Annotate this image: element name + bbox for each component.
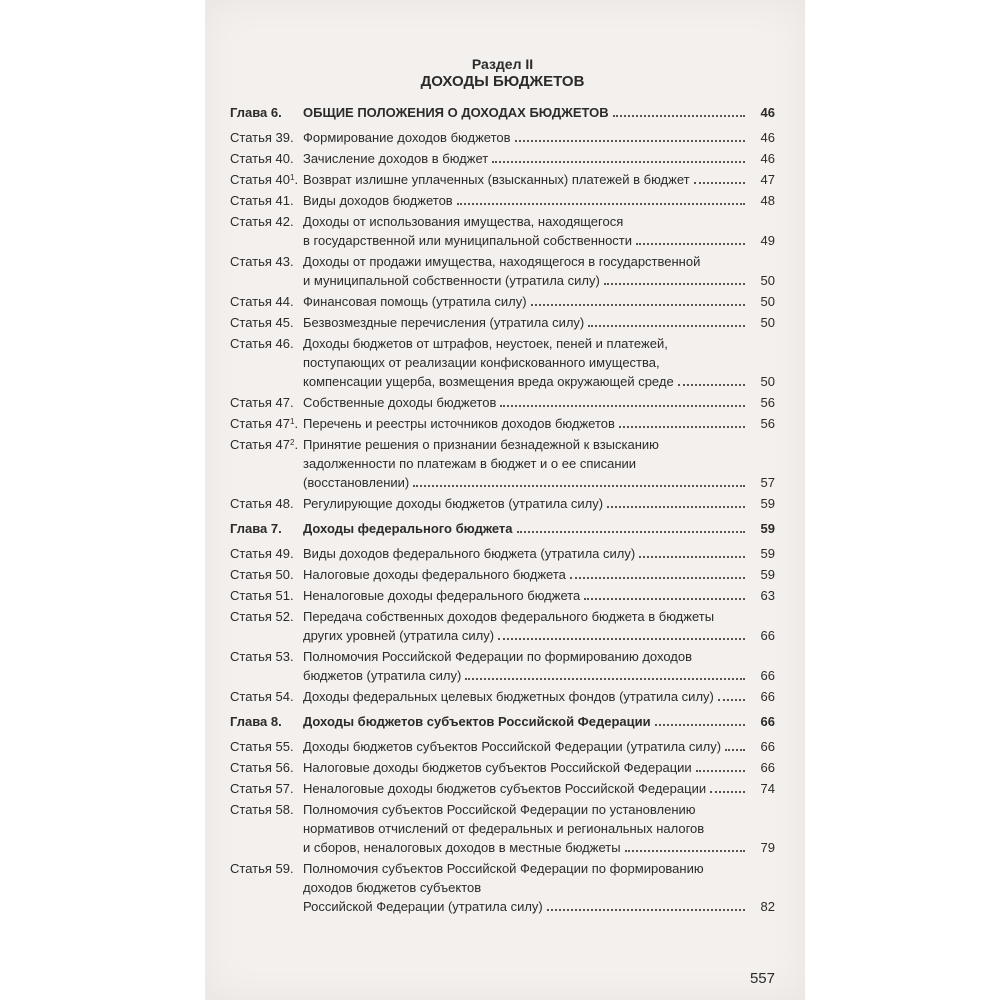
dot-leader bbox=[710, 791, 745, 793]
dot-leader bbox=[492, 161, 745, 163]
table-of-contents bbox=[230, 103, 775, 916]
entry-label-text: Статья 49. bbox=[230, 546, 294, 561]
dot-leader bbox=[625, 850, 745, 852]
entry-label bbox=[230, 779, 294, 798]
entry-label-text: Статья 39. bbox=[230, 130, 294, 145]
dot-leader bbox=[678, 384, 745, 386]
entry-label-suffix: . bbox=[294, 437, 299, 452]
entry-last-line bbox=[303, 666, 775, 685]
entry-page-number: 46 bbox=[760, 130, 775, 145]
entry-title-line: поступающих от реализации конфискованного имущества, bbox=[303, 355, 660, 370]
entry-label bbox=[230, 519, 282, 538]
entry-label bbox=[230, 103, 282, 122]
entry-label bbox=[230, 393, 294, 412]
entry-last-line bbox=[303, 191, 775, 210]
entry-label bbox=[230, 252, 294, 271]
entry-page-number: 59 bbox=[760, 496, 775, 511]
entry-label-text: Статья 51. bbox=[230, 588, 294, 603]
entry-page-number: 50 bbox=[760, 315, 775, 330]
article-entry bbox=[230, 170, 775, 189]
entry-label-text: Статья 47 bbox=[230, 437, 290, 452]
dot-leader bbox=[604, 283, 745, 285]
dot-leader bbox=[465, 678, 745, 680]
article-entry bbox=[230, 149, 775, 168]
entry-title-line: и муниципальной собственности (утратила силу) bbox=[303, 273, 600, 288]
article-entry bbox=[230, 313, 775, 332]
entry-title-line: Перечень и реестры источников доходов бюджетов bbox=[303, 416, 615, 431]
entry-label-superscript: 1 bbox=[289, 417, 295, 426]
entry-label-text: Статья 55. bbox=[230, 739, 294, 754]
entry-title-line: доходов бюджетов субъектов bbox=[303, 880, 482, 895]
dot-leader bbox=[570, 577, 745, 579]
dot-leader bbox=[517, 531, 745, 533]
entry-label bbox=[230, 712, 282, 731]
entry-title-line: в государственной или муниципальной собственности bbox=[303, 233, 633, 248]
entry-page-number: 59 bbox=[760, 521, 775, 536]
toc-content bbox=[230, 55, 775, 918]
entry-page-number: 46 bbox=[760, 151, 775, 166]
entry-last-line bbox=[303, 779, 775, 798]
entry-label bbox=[230, 435, 298, 454]
entry-label-text: Глава 7. bbox=[230, 521, 282, 536]
entry-title-line: ОБЩИЕ ПОЛОЖЕНИЯ О ДОХОДАХ БЮДЖЕТОВ bbox=[303, 105, 609, 120]
entry-label bbox=[230, 170, 298, 189]
entry-last-line bbox=[303, 271, 775, 290]
entry-title-line: других уровней (утратила силу) bbox=[303, 628, 495, 643]
entry-last-line bbox=[303, 170, 775, 189]
entry-title-line: Финансовая помощь (утратила силу) bbox=[303, 294, 527, 309]
entry-label-text: Статья 53. bbox=[230, 649, 294, 664]
entry-last-line bbox=[303, 494, 775, 513]
entry-label bbox=[230, 414, 298, 433]
article-entry bbox=[230, 607, 775, 645]
entry-last-line bbox=[303, 519, 775, 538]
chapter-entry bbox=[230, 519, 775, 538]
entry-label bbox=[230, 128, 294, 147]
entry-title-line: Доходы бюджетов от штрафов, неустоек, пеней и платежей, bbox=[303, 336, 668, 351]
entry-label bbox=[230, 191, 294, 210]
entry-page-number: 50 bbox=[760, 294, 775, 309]
article-entry bbox=[230, 586, 775, 605]
entry-last-line bbox=[303, 565, 775, 584]
entry-label-suffix: . bbox=[294, 416, 299, 431]
entry-title-line: Полномочия субъектов Российской Федерации по установлению bbox=[303, 802, 696, 817]
entry-page-number: 79 bbox=[760, 840, 775, 855]
entry-label bbox=[230, 334, 294, 353]
entry-label bbox=[230, 544, 294, 563]
dot-leader bbox=[607, 506, 745, 508]
article-entry bbox=[230, 565, 775, 584]
dot-leader bbox=[636, 243, 745, 245]
entry-last-line bbox=[303, 838, 775, 857]
dot-leader bbox=[584, 598, 745, 600]
entry-label-text: Статья 46. bbox=[230, 336, 294, 351]
article-entry bbox=[230, 292, 775, 311]
entry-last-line bbox=[303, 712, 775, 731]
entry-title-line: Неналоговые доходы бюджетов субъектов Российской Федерации bbox=[303, 781, 707, 796]
article-entry bbox=[230, 128, 775, 147]
entry-label-text: Статья 50. bbox=[230, 567, 294, 582]
entry-title-line: Принятие решения о признании безнадежной к взысканию bbox=[303, 437, 659, 452]
entry-title-line: Полномочия субъектов Российской Федерации по формированию bbox=[303, 861, 704, 876]
dot-leader bbox=[718, 699, 745, 701]
entry-title-line: Безвозмездные перечисления (утратила силу) bbox=[303, 315, 585, 330]
entry-label bbox=[230, 494, 294, 513]
chapter-entry bbox=[230, 103, 775, 122]
entry-title-line: и сборов, неналоговых доходов в местные бюджеты bbox=[303, 840, 621, 855]
entry-label-text: Статья 42. bbox=[230, 214, 294, 229]
entry-title-line: нормативов отчислений от федеральных и региональных налогов bbox=[303, 821, 705, 836]
entry-label bbox=[230, 758, 294, 777]
entry-page-number: 66 bbox=[760, 739, 775, 754]
entry-label bbox=[230, 586, 294, 605]
entry-label bbox=[230, 313, 294, 332]
entry-label-text: Статья 47 bbox=[230, 416, 290, 431]
entry-last-line bbox=[303, 103, 775, 122]
entry-title-line: Виды доходов бюджетов bbox=[303, 193, 453, 208]
chapter-entry bbox=[230, 712, 775, 731]
dot-leader bbox=[619, 426, 745, 428]
section-subtitle: ДОХОДЫ БЮДЖЕТОВ bbox=[420, 73, 585, 90]
entry-title-line: Виды доходов федерального бюджета (утратила силу) bbox=[303, 546, 636, 561]
entry-last-line bbox=[303, 758, 775, 777]
entry-label-text: Статья 40 bbox=[230, 172, 290, 187]
entry-label bbox=[230, 292, 294, 311]
entry-title-line: бюджетов (утратила силу) bbox=[303, 668, 462, 683]
dot-leader bbox=[413, 485, 745, 487]
entry-label-text: Глава 8. bbox=[230, 714, 282, 729]
entry-last-line bbox=[303, 626, 775, 645]
entry-title-line: Доходы федерального бюджета bbox=[303, 521, 513, 536]
entry-title-line: Неналоговые доходы федерального бюджета bbox=[303, 588, 581, 603]
entry-title-line: Передача собственных доходов федерального бюджета в бюджеты bbox=[303, 609, 715, 624]
entry-page-number: 48 bbox=[760, 193, 775, 208]
article-entry bbox=[230, 334, 775, 391]
entry-label-text: Статья 59. bbox=[230, 861, 294, 876]
entry-last-line bbox=[303, 292, 775, 311]
entry-title-line: Доходы бюджетов субъектов Российской Федерации bbox=[303, 714, 651, 729]
entry-label bbox=[230, 149, 294, 168]
entry-last-line bbox=[303, 586, 775, 605]
article-entry bbox=[230, 800, 775, 857]
entry-label bbox=[230, 800, 294, 819]
entry-last-line bbox=[303, 372, 775, 391]
dot-leader bbox=[547, 909, 745, 911]
article-entry bbox=[230, 737, 775, 756]
entry-label-text: Статья 54. bbox=[230, 689, 294, 704]
entry-label-superscript: 1 bbox=[289, 173, 295, 182]
entry-label bbox=[230, 687, 294, 706]
section-heading bbox=[230, 55, 775, 91]
entry-title-line: Формирование доходов бюджетов bbox=[303, 130, 511, 145]
article-entry bbox=[230, 191, 775, 210]
entry-label-text: Глава 6. bbox=[230, 105, 282, 120]
entry-label-text: Статья 57. bbox=[230, 781, 294, 796]
entry-label-text: Статья 40. bbox=[230, 151, 294, 166]
entry-page-number: 50 bbox=[760, 273, 775, 288]
page-number: 557 bbox=[749, 970, 775, 987]
entry-title-line: Полномочия Российской Федерации по формированию доходов bbox=[303, 649, 693, 664]
entry-last-line bbox=[303, 897, 775, 916]
entry-title-line: Налоговые доходы бюджетов субъектов Российской Федерации bbox=[303, 760, 692, 775]
article-entry bbox=[230, 252, 775, 290]
article-entry bbox=[230, 647, 775, 685]
article-entry bbox=[230, 494, 775, 513]
entry-label bbox=[230, 607, 294, 626]
entry-title-line: Доходы от использования имущества, находящегося bbox=[303, 214, 624, 229]
dot-leader bbox=[457, 203, 745, 205]
article-entry bbox=[230, 779, 775, 798]
entry-last-line bbox=[303, 544, 775, 563]
article-entry bbox=[230, 414, 775, 433]
entry-label bbox=[230, 212, 294, 231]
entry-label-text: Статья 48. bbox=[230, 496, 294, 511]
entry-title-line: Налоговые доходы федерального бюджета bbox=[303, 567, 566, 582]
entry-page-number: 47 bbox=[760, 172, 775, 187]
dot-leader bbox=[613, 115, 745, 117]
entry-title-line: Доходы бюджетов субъектов Российской Федерации (утратила силу) bbox=[303, 739, 722, 754]
dot-leader bbox=[694, 182, 745, 184]
entry-label-text: Статья 47. bbox=[230, 395, 294, 410]
entry-title-line: Собственные доходы бюджетов bbox=[303, 395, 497, 410]
entry-last-line bbox=[303, 128, 775, 147]
entry-label-text: Статья 41. bbox=[230, 193, 294, 208]
dot-leader bbox=[531, 304, 745, 306]
entry-page-number: 49 bbox=[760, 233, 775, 248]
entry-label bbox=[230, 565, 294, 584]
entry-title-line: Возврат излишне уплаченных (взысканных) платежей в бюджет bbox=[303, 172, 690, 187]
dot-leader bbox=[515, 140, 745, 142]
entry-page-number: 74 bbox=[760, 781, 775, 796]
entry-last-line bbox=[303, 393, 775, 412]
entry-last-line bbox=[303, 473, 775, 492]
article-entry bbox=[230, 544, 775, 563]
article-entry bbox=[230, 212, 775, 250]
entry-page-number: 46 bbox=[760, 105, 775, 120]
entry-page-number: 56 bbox=[760, 416, 775, 431]
article-entry bbox=[230, 859, 775, 916]
dot-leader bbox=[696, 770, 745, 772]
section-title: Раздел II bbox=[471, 56, 534, 72]
entry-page-number: 63 bbox=[760, 588, 775, 603]
entry-title-line: Доходы федеральных целевых бюджетных фондов (утратила силу) bbox=[303, 689, 714, 704]
dot-leader bbox=[498, 638, 745, 640]
entry-label-text: Статья 43. bbox=[230, 254, 294, 269]
entry-page-number: 56 bbox=[760, 395, 775, 410]
dot-leader bbox=[639, 556, 745, 558]
dot-leader bbox=[500, 405, 745, 407]
article-entry bbox=[230, 393, 775, 412]
entry-last-line bbox=[303, 149, 775, 168]
entry-title-line: Зачисление доходов в бюджет bbox=[303, 151, 489, 166]
dot-leader bbox=[725, 749, 745, 751]
entry-page-number: 66 bbox=[760, 668, 775, 683]
entry-page-number: 66 bbox=[760, 628, 775, 643]
article-entry bbox=[230, 435, 775, 492]
entry-page-number: 66 bbox=[760, 760, 775, 775]
entry-label-text: Статья 58. bbox=[230, 802, 294, 817]
article-entry bbox=[230, 687, 775, 706]
entry-page-number: 66 bbox=[760, 714, 775, 729]
entry-label-superscript: 2 bbox=[289, 438, 295, 447]
entry-page-number: 82 bbox=[760, 899, 775, 914]
entry-label-text: Статья 44. bbox=[230, 294, 294, 309]
entry-title-line: Регулирующие доходы бюджетов (утратила силу) bbox=[303, 496, 604, 511]
entry-label-suffix: . bbox=[294, 172, 299, 187]
entry-page-number: 50 bbox=[760, 374, 775, 389]
entry-title-line: Доходы от продажи имущества, находящегося в государственной bbox=[303, 254, 701, 269]
entry-page-number: 57 bbox=[760, 475, 775, 490]
entry-label bbox=[230, 647, 294, 666]
entry-title-line: компенсации ущерба, возмещения вреда окружающей среде bbox=[303, 374, 674, 389]
entry-last-line bbox=[303, 687, 775, 706]
entry-label-text: Статья 56. bbox=[230, 760, 294, 775]
entry-label bbox=[230, 859, 294, 878]
dot-leader bbox=[655, 724, 745, 726]
dot-leader bbox=[588, 325, 745, 327]
entry-page-number: 59 bbox=[760, 546, 775, 561]
entry-title-line: (восстановлении) bbox=[303, 475, 410, 490]
entry-page-number: 66 bbox=[760, 689, 775, 704]
entry-last-line bbox=[303, 313, 775, 332]
article-entry bbox=[230, 758, 775, 777]
entry-last-line bbox=[303, 414, 775, 433]
entry-label-text: Статья 52. bbox=[230, 609, 294, 624]
entry-title-line: Российской Федерации (утратила силу) bbox=[303, 899, 543, 914]
entry-last-line bbox=[303, 737, 775, 756]
entry-page-number: 59 bbox=[760, 567, 775, 582]
entry-label-text: Статья 45. bbox=[230, 315, 294, 330]
entry-label bbox=[230, 737, 294, 756]
entry-title-line: задолженности по платежам в бюджет и о ее списании bbox=[303, 456, 637, 471]
entry-last-line bbox=[303, 231, 775, 250]
